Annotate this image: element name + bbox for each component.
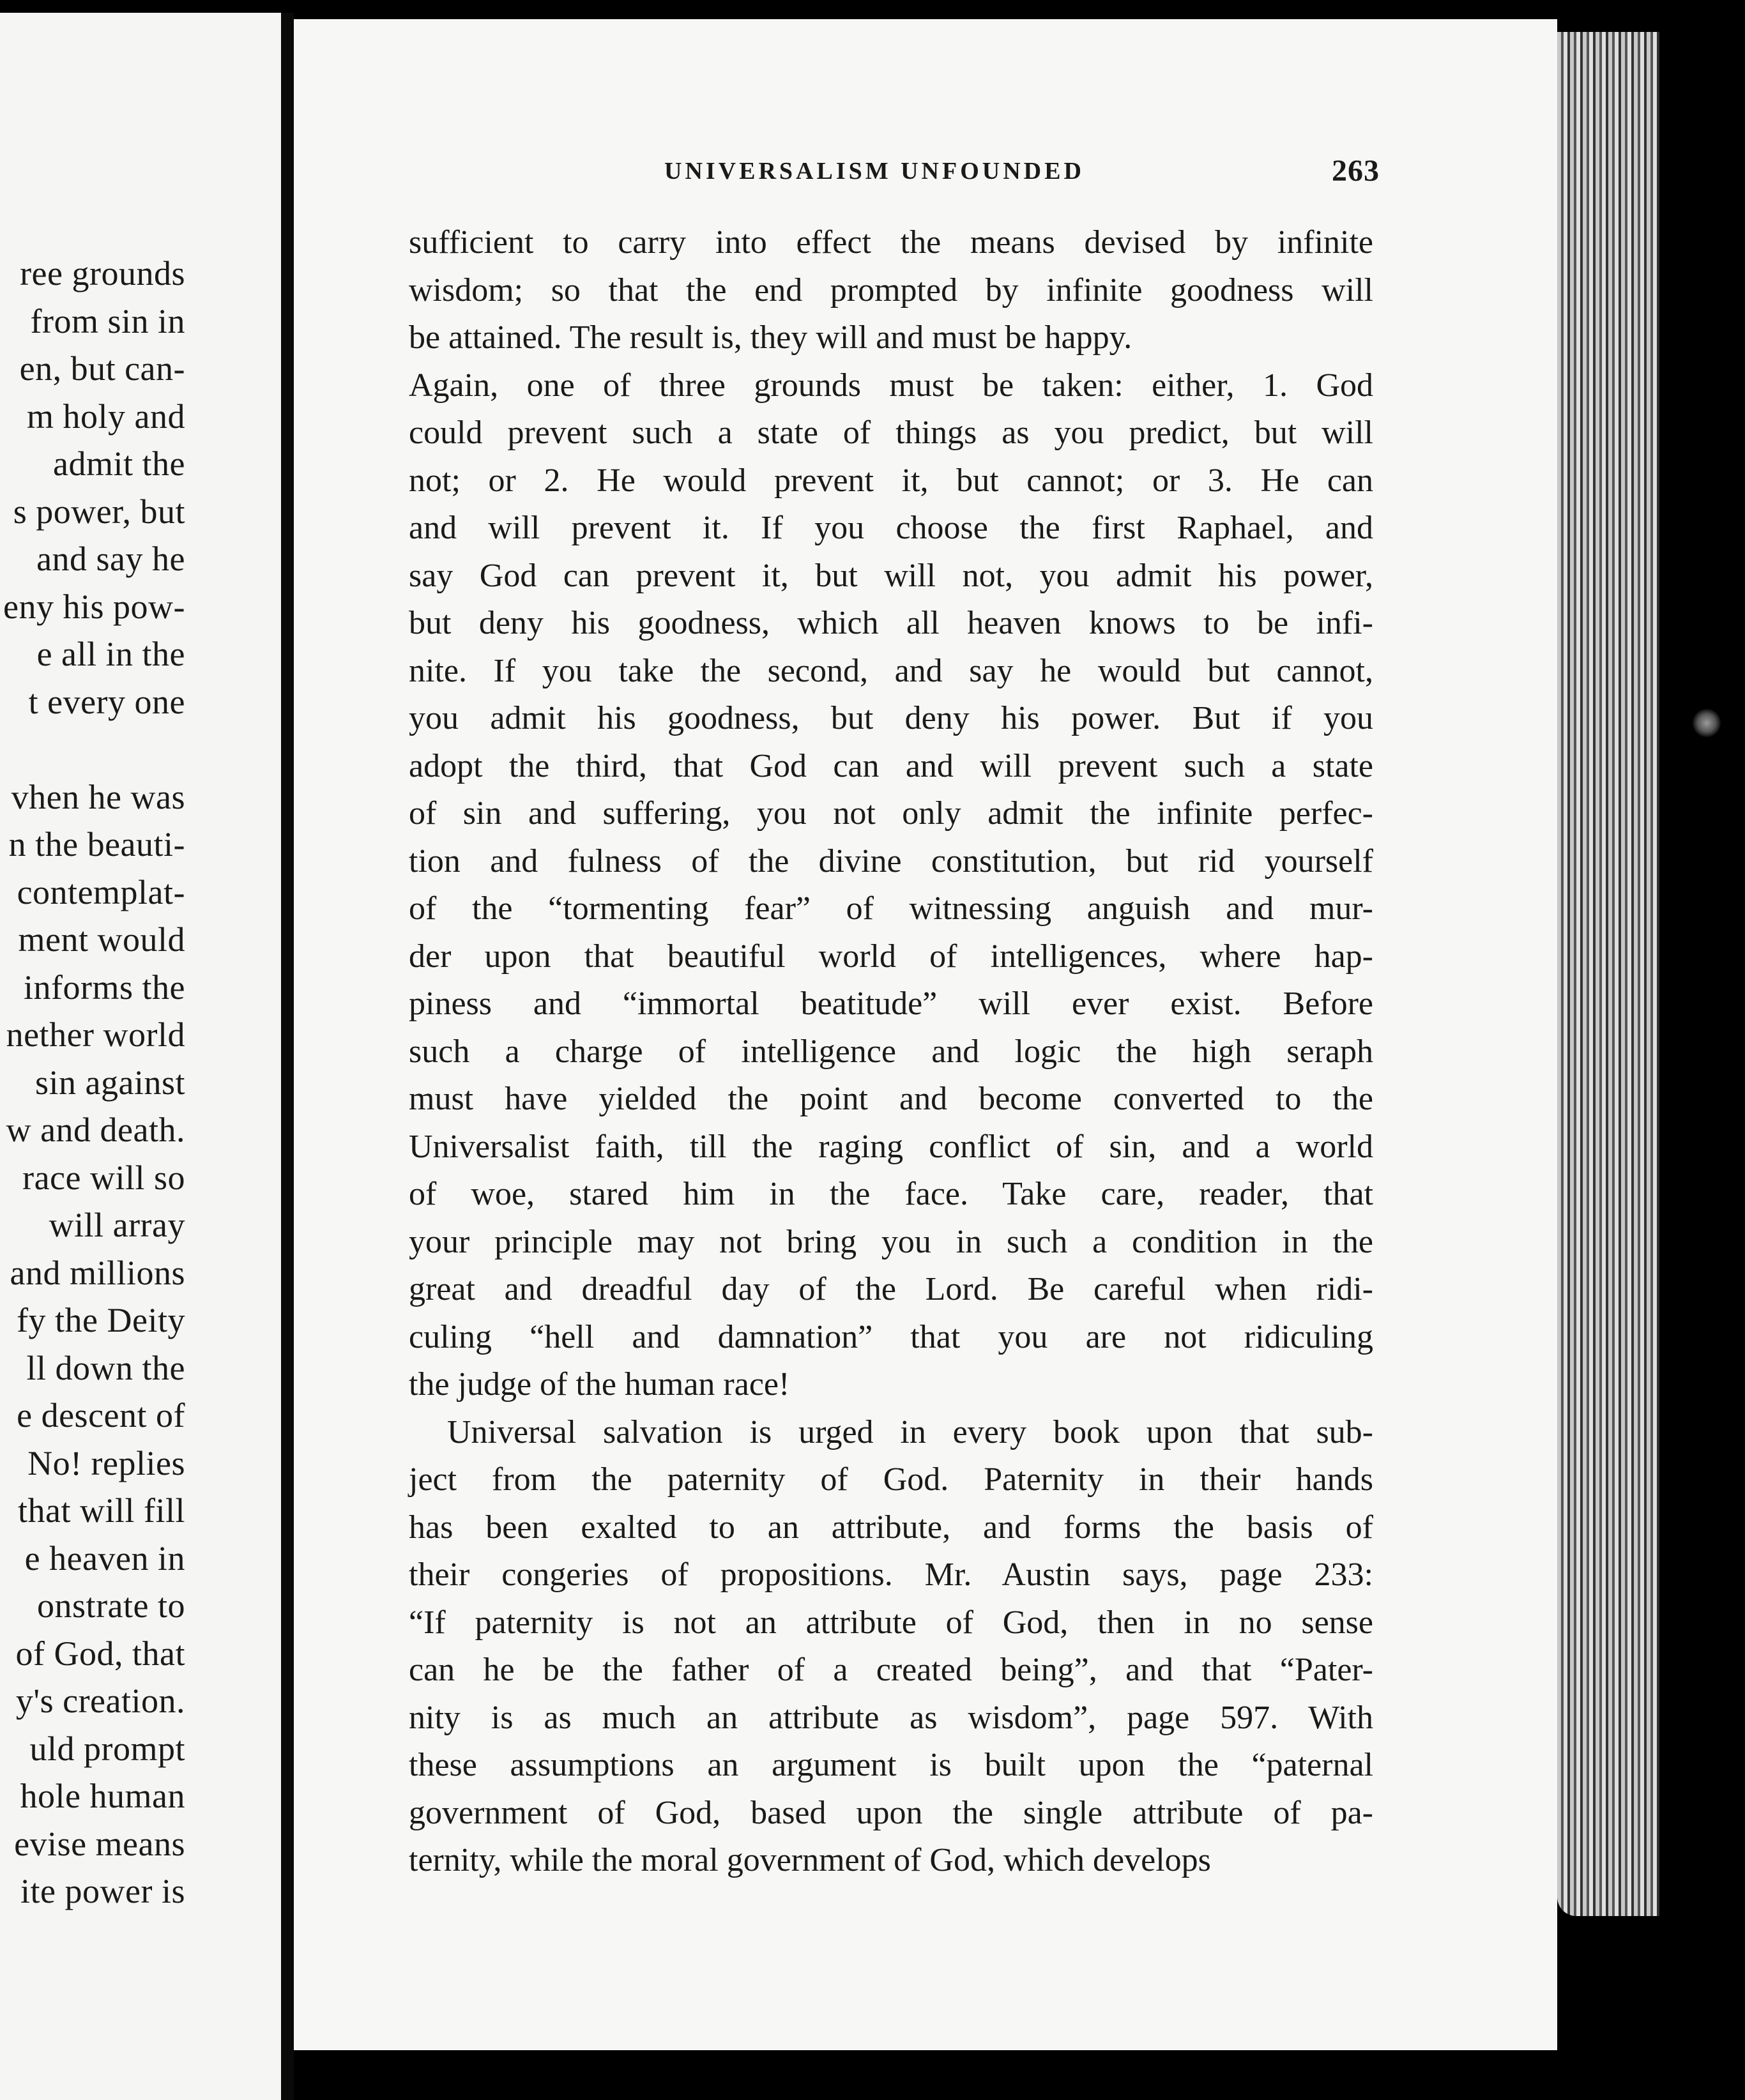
left-page-line: nether world xyxy=(6,1016,185,1054)
left-page-line: of God, that xyxy=(15,1634,185,1673)
body-line: piness and “immortal beatitude” will ever exist. Before xyxy=(409,985,1373,1022)
left-page-line: vhen he was xyxy=(11,777,185,816)
left-page-line: m holy and xyxy=(27,397,185,436)
left-page-line: en, but can- xyxy=(19,349,185,388)
body-line: der upon that beautiful world of intelligences, where hap- xyxy=(409,938,1373,975)
left-page-line: ree grounds xyxy=(20,254,185,293)
left-page-line: and millions xyxy=(10,1253,185,1292)
body-line: wisdom; so that the end prompted by infinite goodness will xyxy=(409,271,1373,308)
body-line: of woe, stared him in the face. Take care, reader, that xyxy=(409,1176,1373,1212)
left-page-line: t every one xyxy=(28,682,185,721)
left-page xyxy=(0,13,281,2100)
left-page-line: ll down the xyxy=(26,1348,185,1387)
left-page-line: ite power is xyxy=(20,1872,185,1910)
left-page-line: e descent of xyxy=(17,1396,185,1434)
body-line: sufficient to carry into effect the means devised by infinite xyxy=(409,224,1373,261)
left-page-line: No! replies xyxy=(27,1443,185,1482)
body-line: adopt the third, that God can and will prevent such a state xyxy=(409,747,1373,784)
left-page-line: e heaven in xyxy=(24,1539,185,1578)
body-line: government of God, based upon the single attribute of pa- xyxy=(409,1794,1373,1831)
left-page-line: evise means xyxy=(14,1824,185,1863)
body-line: be attained. The result is, they will and must be happy. xyxy=(409,319,1132,356)
body-line: culing “hell and damnation” that you are not ridiculing xyxy=(409,1318,1373,1355)
left-page-line: w and death. xyxy=(6,1111,185,1149)
left-page-line: race will so xyxy=(22,1158,185,1197)
body-line: your principle may not bring you in such a condition in the xyxy=(409,1223,1373,1260)
left-page-line: and say he xyxy=(36,540,185,578)
body-line: of the “tormenting fear” of witnessing anguish and mur- xyxy=(409,890,1373,927)
body-line: but deny his goodness, which all heaven knows to be infi- xyxy=(409,605,1373,641)
body-line: the judge of the human race! xyxy=(409,1366,790,1403)
body-line: say God can prevent it, but will not, you admit his power, xyxy=(409,557,1373,594)
page-number: 263 xyxy=(1332,154,1380,188)
left-page-line: onstrate to xyxy=(37,1586,185,1625)
body-line: not; or 2. He would prevent it, but cannot; or 3. He can xyxy=(409,462,1373,499)
body-line: has been exalted to an attribute, and forms the basis of xyxy=(409,1509,1373,1546)
body-line: ject from the paternity of God. Paternity in their hands xyxy=(409,1461,1373,1498)
left-page-line: fy the Deity xyxy=(17,1301,185,1339)
left-page-line: n the beauti- xyxy=(8,825,185,864)
left-page-line: e all in the xyxy=(36,635,185,673)
body-line: can he be the father of a created being”, and that “Pater- xyxy=(409,1652,1373,1688)
left-page-line: y's creation. xyxy=(15,1682,185,1720)
left-page-line: contemplat- xyxy=(17,872,185,911)
book-gutter xyxy=(281,13,294,2100)
running-title: UNIVERSALISM UNFOUNDED xyxy=(664,158,1085,185)
body-line: must have yielded the point and become converted to the xyxy=(409,1081,1373,1117)
body-line: Universal salvation is urged in every book upon that sub- xyxy=(447,1413,1373,1450)
body-line: nity is as much an attribute as wisdom”, page 597. With xyxy=(409,1699,1373,1736)
left-page-line: uld prompt xyxy=(29,1729,185,1768)
left-page-line: hole human xyxy=(20,1777,185,1815)
body-line: you admit his goodness, but deny his power. But if you xyxy=(409,700,1373,736)
body-line: tion and fulness of the divine constitution, but rid yourself xyxy=(409,842,1373,879)
left-page-line: admit the xyxy=(53,445,185,483)
left-page-line: sin against xyxy=(35,1063,185,1102)
body-line: of sin and suffering, you not only admit the infinite perfec- xyxy=(409,795,1373,832)
body-line: these assumptions an argument is built upon the “paternal xyxy=(409,1747,1373,1783)
body-line: ternity, while the moral government of God, which develops xyxy=(409,1842,1211,1878)
body-line: could prevent such a state of things as you predict, but will xyxy=(409,415,1373,451)
left-page-line: ment would xyxy=(18,920,185,959)
body-line: Again, one of three grounds must be taken: either, 1. God xyxy=(409,367,1373,404)
left-page-line: that will fill xyxy=(18,1491,185,1530)
body-line: nite. If you take the second, and say he would but cannot, xyxy=(409,652,1373,689)
body-line: and will prevent it. If you choose the first Raphael, and xyxy=(409,510,1373,546)
scan-artifact xyxy=(1693,709,1721,737)
left-page-line: eny his pow- xyxy=(3,587,185,626)
body-line: such a charge of intelligence and logic the high seraph xyxy=(409,1033,1373,1070)
body-line: their congeries of propositions. Mr. Austin says, page 233: xyxy=(409,1556,1373,1593)
body-line: Universalist faith, till the raging conflict of sin, and a world xyxy=(409,1128,1373,1165)
body-line: “If paternity is not an attribute of God, then in no sense xyxy=(409,1604,1373,1641)
left-page-line: s power, but xyxy=(13,492,185,531)
left-page-line: informs the xyxy=(24,968,185,1007)
left-page-line: will array xyxy=(49,1206,185,1244)
body-line: great and dreadful day of the Lord. Be careful when ridi- xyxy=(409,1271,1373,1307)
page-edges xyxy=(1557,32,1659,1916)
left-page-line: from sin in xyxy=(30,301,185,340)
